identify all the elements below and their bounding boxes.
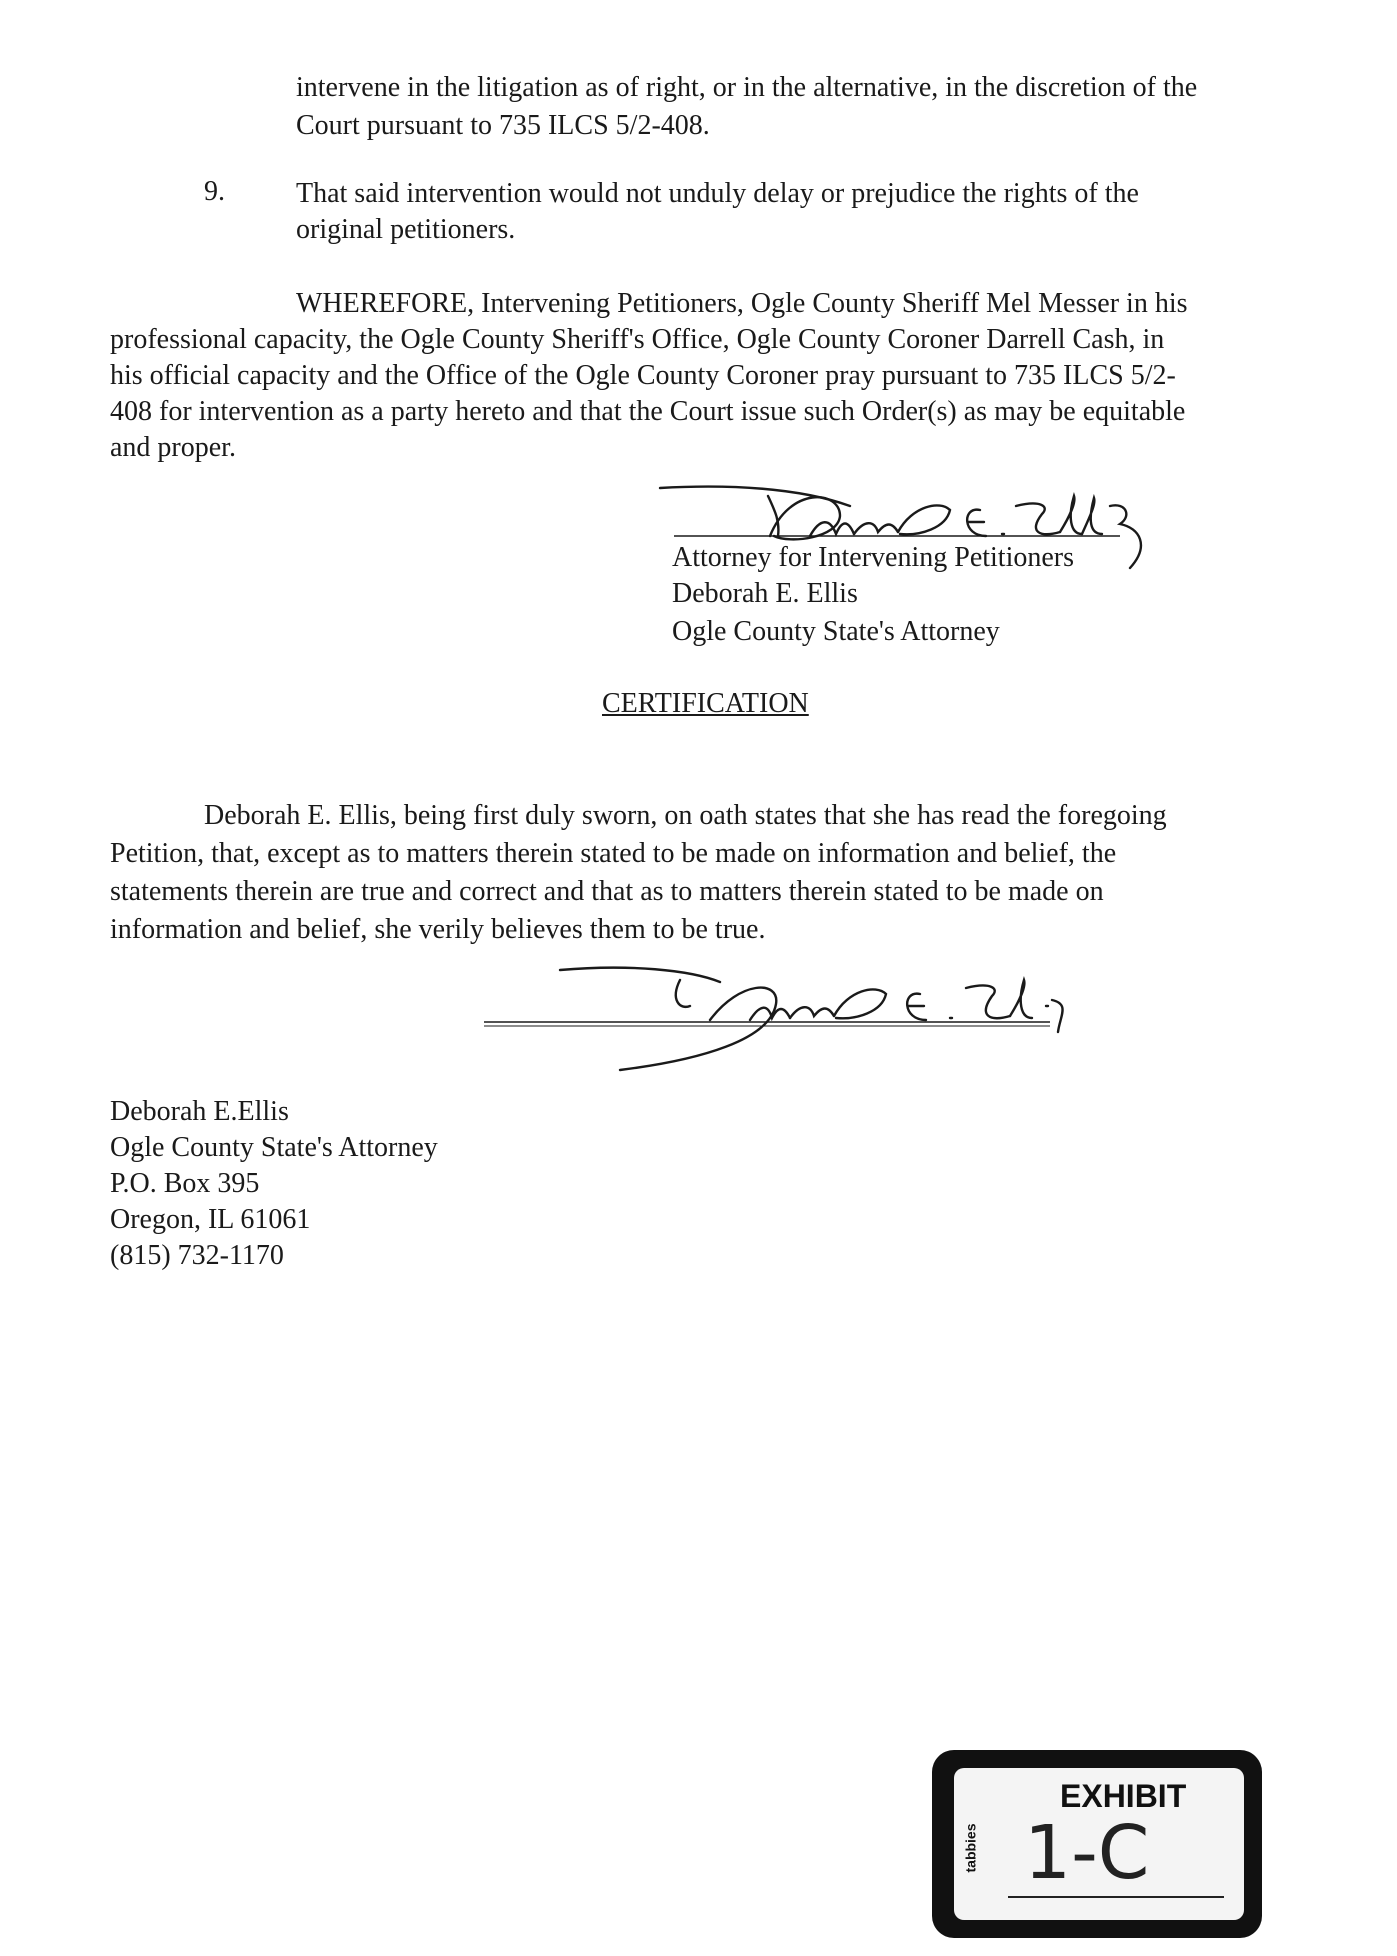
signature-2 xyxy=(480,960,1160,1080)
exhibit-underline xyxy=(1008,1896,1224,1898)
wherefore-line-2: professional capacity, the Ogle County Sheriff's Office, Ogle County Coroner Darrell Cash, in xyxy=(110,324,1165,355)
wherefore-line-1: WHEREFORE, Intervening Petitioners, Ogle County Sheriff Mel Messer in his xyxy=(296,288,1188,319)
address-box: P.O. Box 395 xyxy=(110,1168,260,1199)
wherefore-line-3: his official capacity and the Office of the Ogle County Coroner pray pursuant to 735 ILCS 5/2- xyxy=(110,360,1176,391)
tabbies-brand: tabbies xyxy=(962,1823,979,1873)
para9-line-1: That said intervention would not unduly delay or prejudice the rights of the xyxy=(296,178,1139,209)
address-city: Oregon, IL 61061 xyxy=(110,1204,311,1235)
wherefore-line-5: and proper. xyxy=(110,432,236,463)
address-title: Ogle County State's Attorney xyxy=(110,1132,438,1163)
exhibit-sticker-inner xyxy=(954,1768,1244,1920)
exhibit-value: 1-C xyxy=(1024,1810,1150,1896)
signature-block-line-3: Ogle County State's Attorney xyxy=(672,616,1000,647)
exhibit-label: EXHIBIT xyxy=(1060,1778,1187,1814)
certification-line-2: Petition, that, except as to matters therein stated to be made on information and belief, the xyxy=(110,838,1117,869)
certification-line-3: statements therein are true and correct and that as to matters therein stated to be made on xyxy=(110,876,1104,907)
para9-line-2: original petitioners. xyxy=(296,214,516,245)
signature-block-line-1: Attorney for Intervening Petitioners xyxy=(672,542,1075,573)
address-name: Deborah E.Ellis xyxy=(110,1096,289,1127)
address-phone: (815) 732-1170 xyxy=(110,1240,284,1271)
wherefore-line-4: 408 for intervention as a party hereto and that the Court issue such Order(s) as may be equitable xyxy=(110,396,1186,427)
certification-line-1: Deborah E. Ellis, being first duly sworn, on oath states that she has read the foregoing xyxy=(204,800,1167,831)
signature-block-line-2: Deborah E. Ellis xyxy=(672,578,858,609)
para8-line-2: Court pursuant to 735 ILCS 5/2-408. xyxy=(296,110,710,141)
certification-title: CERTIFICATION xyxy=(602,688,809,719)
exhibit-sticker xyxy=(932,1750,1262,1938)
para8-line-1: intervene in the litigation as of right, or in the alternative, in the discretion of the xyxy=(296,72,1198,103)
certification-line-4: information and belief, she verily believes them to be true. xyxy=(110,914,766,945)
para9-number: 9. xyxy=(204,176,225,207)
